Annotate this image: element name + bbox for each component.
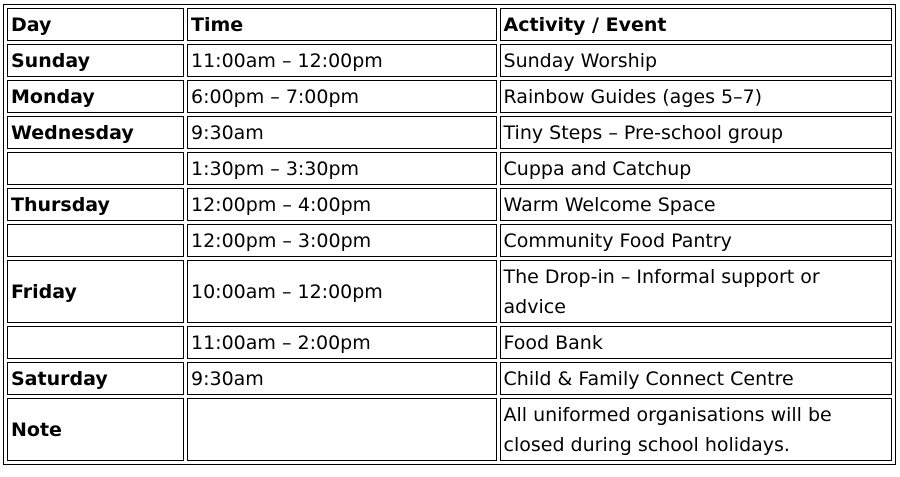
time-cell: 12:00pm – 4:00pm	[187, 188, 497, 221]
day-cell: Wednesday	[7, 116, 184, 149]
day-cell: Monday	[7, 80, 184, 113]
table-row	[7, 326, 892, 359]
day-cell	[7, 152, 184, 185]
day-cell: Saturday	[7, 362, 184, 395]
activity-cell: Warm Welcome Space	[500, 188, 892, 221]
activity-cell: Sunday Worship	[500, 44, 892, 77]
time-cell: 1:30pm – 3:30pm	[187, 152, 497, 185]
day-cell	[7, 224, 184, 257]
activity-cell: Child & Family Connect Centre	[500, 362, 892, 395]
time-cell: 11:00am – 12:00pm	[187, 44, 497, 77]
header-time: Time	[187, 8, 497, 41]
table-row	[7, 362, 892, 395]
table-row	[7, 80, 892, 113]
activity-cell: Cuppa and Catchup	[500, 152, 892, 185]
time-cell: 9:30am	[187, 116, 497, 149]
schedule-table	[3, 4, 896, 465]
header-day: Day	[7, 8, 184, 41]
time-cell: 10:00am – 12:00pm	[187, 260, 497, 323]
header-activity: Activity / Event	[500, 8, 892, 41]
activity-cell: The Drop-in – Informal support or advice	[500, 260, 892, 323]
table-row	[7, 152, 892, 185]
table-row	[7, 44, 892, 77]
table-row	[7, 260, 892, 323]
note-row	[7, 398, 892, 461]
day-cell	[7, 326, 184, 359]
table-row	[7, 224, 892, 257]
table-row	[7, 116, 892, 149]
time-cell	[187, 398, 497, 461]
header-row	[7, 8, 892, 41]
activity-cell: Community Food Pantry	[500, 224, 892, 257]
activity-cell: Food Bank	[500, 326, 892, 359]
time-cell: 11:00am – 2:00pm	[187, 326, 497, 359]
day-cell: Thursday	[7, 188, 184, 221]
table-row	[7, 188, 892, 221]
activity-cell: Tiny Steps – Pre-school group	[500, 116, 892, 149]
time-cell: 12:00pm – 3:00pm	[187, 224, 497, 257]
note-label: Note	[7, 398, 184, 461]
day-cell: Sunday	[7, 44, 184, 77]
day-cell: Friday	[7, 260, 184, 323]
activity-cell: Rainbow Guides (ages 5–7)	[500, 80, 892, 113]
note-text: All uniformed organisations will be closed during school holidays.	[500, 398, 892, 461]
time-cell: 9:30am	[187, 362, 497, 395]
time-cell: 6:00pm – 7:00pm	[187, 80, 497, 113]
